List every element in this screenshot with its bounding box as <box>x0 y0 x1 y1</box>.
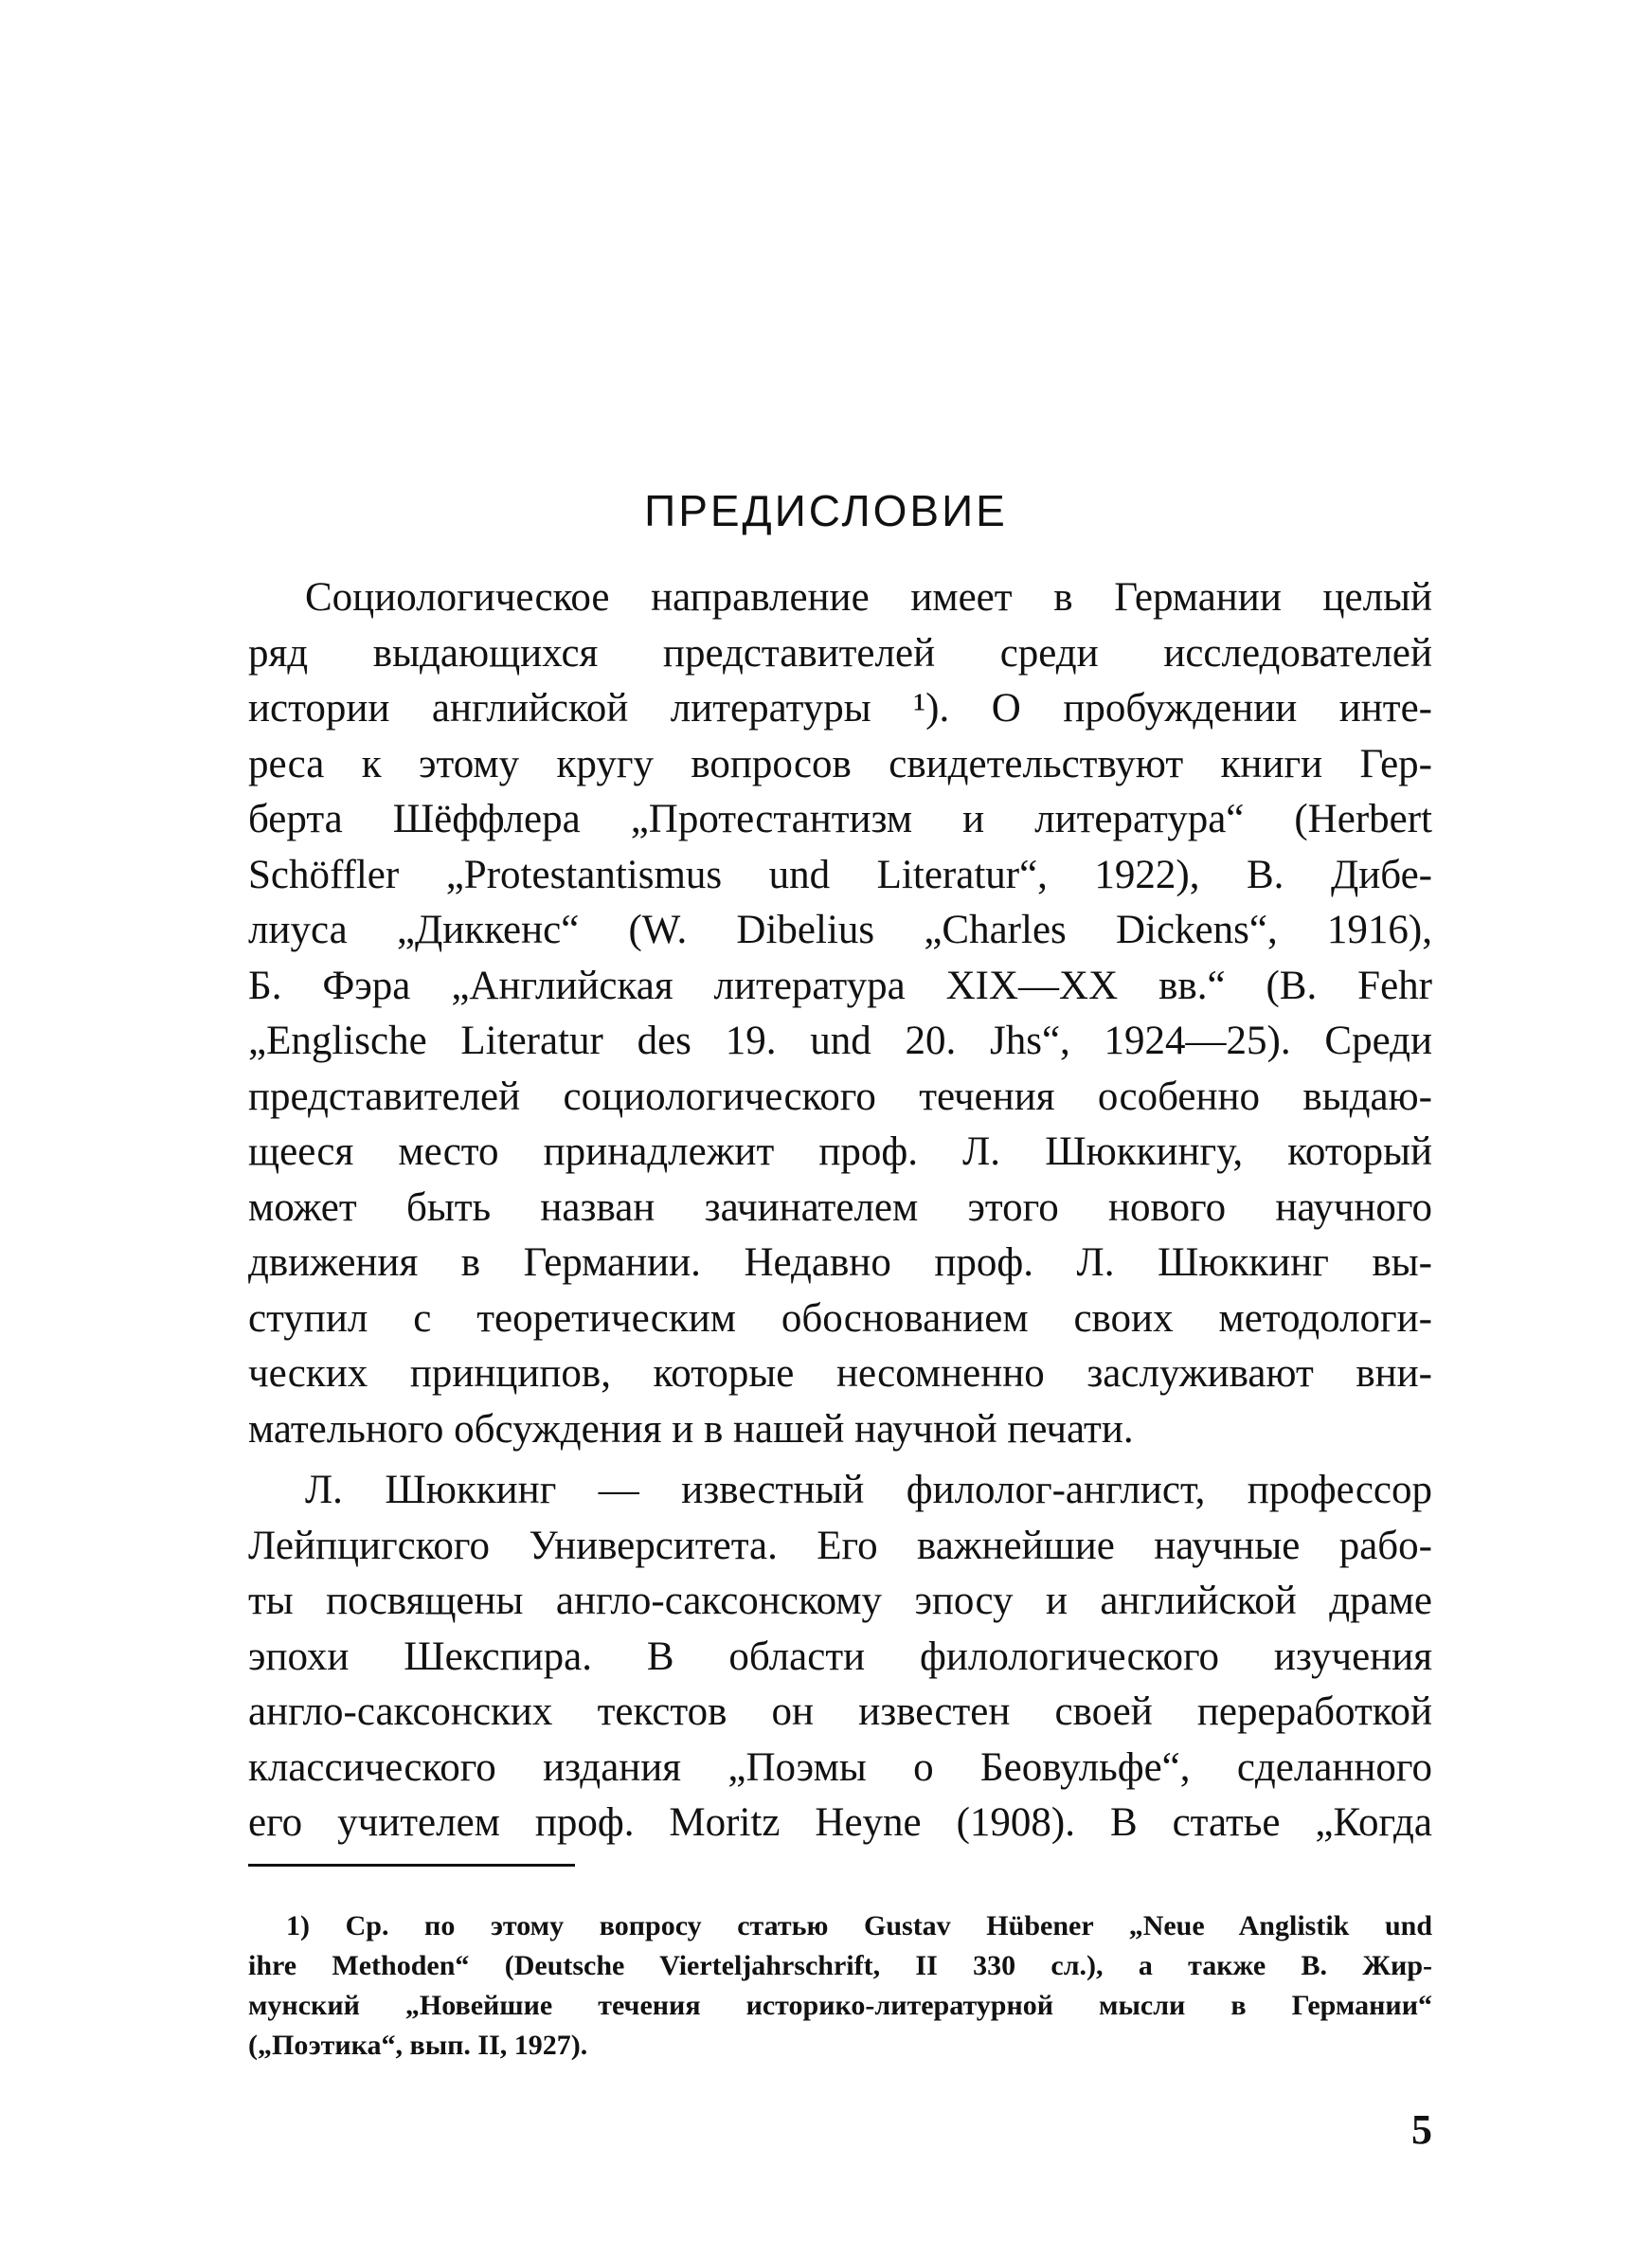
text-line: Социологическое направление имеет в Германии целый <box>305 575 1432 620</box>
page-number: 5 <box>1411 2106 1432 2153</box>
text-line: ступил с теоретическим обоснованием своих методологи- <box>248 1295 1432 1341</box>
paragraph-1 <box>248 570 1432 1457</box>
text-line: реса к этому кругу вопросов свидетельствуют книги Гер- <box>248 741 1432 786</box>
text-line: Лейпцигского Университета. Его важнейшие научные рабо- <box>248 1523 1432 1568</box>
text-line: эпохи Шекспира. В области филологического изучения <box>248 1634 1432 1679</box>
footnote <box>248 1906 1432 2066</box>
text-line: его учителем проф. Moritz Heyne (1908). В статье „Когда <box>248 1800 1432 1845</box>
footnote-line: мунский „Новейшие течения историко-литературной мысли в Германии“ <box>248 1990 1432 2021</box>
text-line: Schöffler „Protestantismus und Literatur“, 1922), В. Дибе- <box>248 852 1432 897</box>
text-line: берта Шёффлера „Протестантизм и литература“ (Herbert <box>248 797 1432 841</box>
text-line: Л. Шюккинг — известный филолог-англист, профессор <box>305 1468 1432 1512</box>
text-line: щееся место принадлежит проф. Л. Шюккингу, который <box>248 1129 1432 1174</box>
paragraph-2 <box>248 1463 1432 1851</box>
text-line: движения в Германии. Недавно проф. Л. Шюккинг вы- <box>248 1240 1432 1285</box>
text-line: лиуса „Диккенс“ (W. Dibelius „Charles Dickens“, 1916), <box>248 908 1432 952</box>
text-line: представителей социологического течения особенно выдаю- <box>248 1074 1432 1119</box>
main-text <box>248 570 1432 1851</box>
text-line: классического издания „Поэмы о Беовульфе“, сделанного <box>248 1744 1432 1790</box>
footnote-divider <box>248 1864 575 1867</box>
text-line: может быть назван зачинателем этого нового научного <box>248 1184 1432 1230</box>
text-line: англо-саксонских текстов он известен своей переработкой <box>248 1689 1432 1734</box>
text-line: мательного обсуждения и в нашей научной печати. <box>248 1406 1134 1452</box>
text-line: ческих принципов, которые несомненно заслуживают вни- <box>248 1351 1432 1396</box>
footnote-line: („Поэтика“, вып. II, 1927). <box>248 2030 588 2061</box>
footnote-line: 1) Ср. по этому вопросу статью Gustav Hübener „Neue Anglistik und <box>286 1910 1432 1941</box>
text-line: Б. Фэра „Английская литература XIX—XX вв.“ (B. Fehr <box>248 963 1432 1008</box>
page-title: ПРЕДИСЛОВИЕ <box>644 486 1008 535</box>
text-line: ряд выдающихся представителей среди исследователей <box>248 630 1432 676</box>
text-line: „Englische Literatur des 19. und 20. Jhs“, 1924—25). Среди <box>248 1019 1432 1063</box>
footnote-line: ihre Methoden“ (Deutsche Vierteljahrschrift, II 330 сл.), а также В. Жир- <box>248 1950 1432 1981</box>
text-line: ты посвящены англо-саксонскому эпосу и английской драме <box>248 1579 1432 1623</box>
text-line: истории английской литературы ¹). О пробуждении инте- <box>248 686 1432 731</box>
